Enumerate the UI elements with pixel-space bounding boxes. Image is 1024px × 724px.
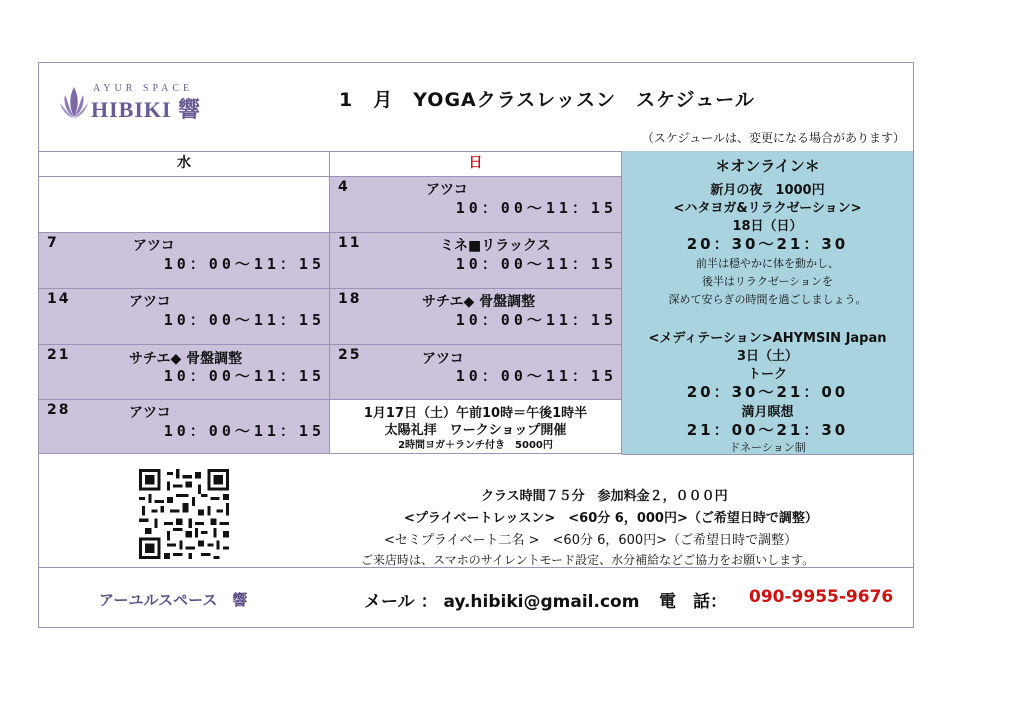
sun-1-time: 10：00〜11：15 [455, 255, 617, 273]
online-column [622, 151, 913, 455]
sun-cell-18 [330, 289, 622, 345]
online-header: ＊オンライン＊ [715, 157, 820, 175]
sun-3-name: アツコ [422, 351, 464, 367]
info-line3: <セミプライベート二名 > <60分 6，600円>（ご希望日時で調整） [384, 533, 798, 548]
wed-cell-7 [39, 233, 330, 289]
online-l6: 後半はリラクゼーションを [701, 275, 834, 288]
shop-name: アーユルスペース 響 [99, 591, 248, 609]
logo-main-text: HIBIKI 響 [91, 97, 202, 122]
online-l10: トーク [747, 367, 787, 382]
sun-3-day: 25 [338, 347, 362, 363]
page-title: 1 月 YOGAクラスレッスン スケジュール [339, 89, 755, 111]
online-l7: 深めて安らぎの時間を過ごしましょう。 [668, 293, 867, 306]
wed-1-name: アツコ [129, 294, 171, 310]
email-link[interactable]: メール ： ay.hibiki@gmail.com [364, 592, 640, 612]
wed-3-day: 28 [47, 402, 71, 418]
header-sun [330, 151, 622, 177]
info-line4: ご来店時は、スマホのサイレントモード設定、水分補給などご協力をお願いします。 [361, 553, 815, 567]
lotus-icon [59, 85, 89, 121]
sun-2-time: 10：00〜11：15 [455, 311, 617, 329]
wed-0-time: 10：00〜11：15 [163, 255, 325, 273]
header-wed [39, 151, 330, 177]
workshop-line3: 2時間ヨガ＋ランチ付き 5000円 [398, 440, 553, 451]
online-l8: <メディテーション>AHYMSIN Japan [648, 331, 887, 346]
phone-number[interactable]: 090-9955-9676 [749, 587, 894, 607]
headers-wed: 水 [177, 155, 191, 171]
sun-0-time: 10：00〜11：15 [455, 199, 617, 217]
schedule-sheet [38, 62, 914, 628]
sun-3-time: 10：00〜11：15 [455, 367, 617, 385]
sun-1-name: ミネ■リラックス [440, 238, 551, 254]
qr-code[interactable] [139, 469, 229, 559]
online-l2: <ハタヨガ&リラクゼーション> [673, 201, 862, 216]
sun-2-name: サチエ◆ 骨盤調整 [422, 294, 536, 310]
sun-workshop-cell [330, 400, 622, 454]
logo [59, 83, 229, 123]
sun-0-day: 4 [338, 179, 350, 195]
wed-2-name: サチエ◆ 骨盤調整 [129, 351, 243, 367]
online-l13: 21：00〜21：30 [686, 421, 849, 439]
wed-0-name: アツコ [133, 238, 175, 254]
wed-2-day: 21 [47, 347, 71, 363]
sun-cell-25 [330, 345, 622, 400]
online-l14: ドネーション制 [729, 441, 806, 454]
logo-top-text: AYUR SPACE [93, 83, 194, 94]
online-l3: 18日（日） [732, 219, 803, 234]
headers-sun: 日 [468, 155, 483, 171]
wed-3-time: 10：00〜11：15 [163, 422, 325, 440]
wed-1-day: 14 [47, 291, 71, 307]
phone-label: 電 話： [659, 592, 727, 612]
wed-3-name: アツコ [129, 405, 171, 421]
sun-1-day: 11 [338, 235, 362, 251]
online-l1: 新月の夜 1000円 [710, 183, 825, 198]
wed-empty-cell [39, 177, 330, 233]
sun-2-day: 18 [338, 291, 362, 307]
info-line1: クラス時間７５分 参加料金２，０００円 [481, 489, 728, 504]
wed-cell-28 [39, 400, 330, 454]
online-l9: 3日（土） [736, 349, 799, 364]
wed-cell-21 [39, 345, 330, 400]
sun-0-name: アツコ [426, 182, 468, 198]
wed-0-day: 7 [47, 235, 59, 251]
online-l12: 満月瞑想 [741, 405, 794, 420]
workshop-line2: 太陽礼拝 ワークショップ開催 [384, 423, 567, 438]
sun-cell-4 [330, 177, 622, 233]
sun-cell-11 [330, 233, 622, 289]
info-line2: <プライベートレッスン> <60分 6，000円>（ご希望日時で調整） [404, 511, 818, 526]
workshop-line1: 1月17日（土）午前10時＝午後1時半 [363, 406, 588, 421]
schedule-notice: （スケジュールは、変更になる場合があります） [641, 131, 905, 145]
online-l11: 20：30〜21：00 [686, 383, 849, 401]
online-l4: 20：30〜21：30 [686, 235, 849, 253]
wed-cell-14 [39, 289, 330, 345]
online-l5: 前半は穏やかに体を動かし、 [696, 257, 839, 270]
wed-2-time: 10：00〜11：15 [163, 367, 325, 385]
wed-1-time: 10：00〜11：15 [163, 311, 325, 329]
